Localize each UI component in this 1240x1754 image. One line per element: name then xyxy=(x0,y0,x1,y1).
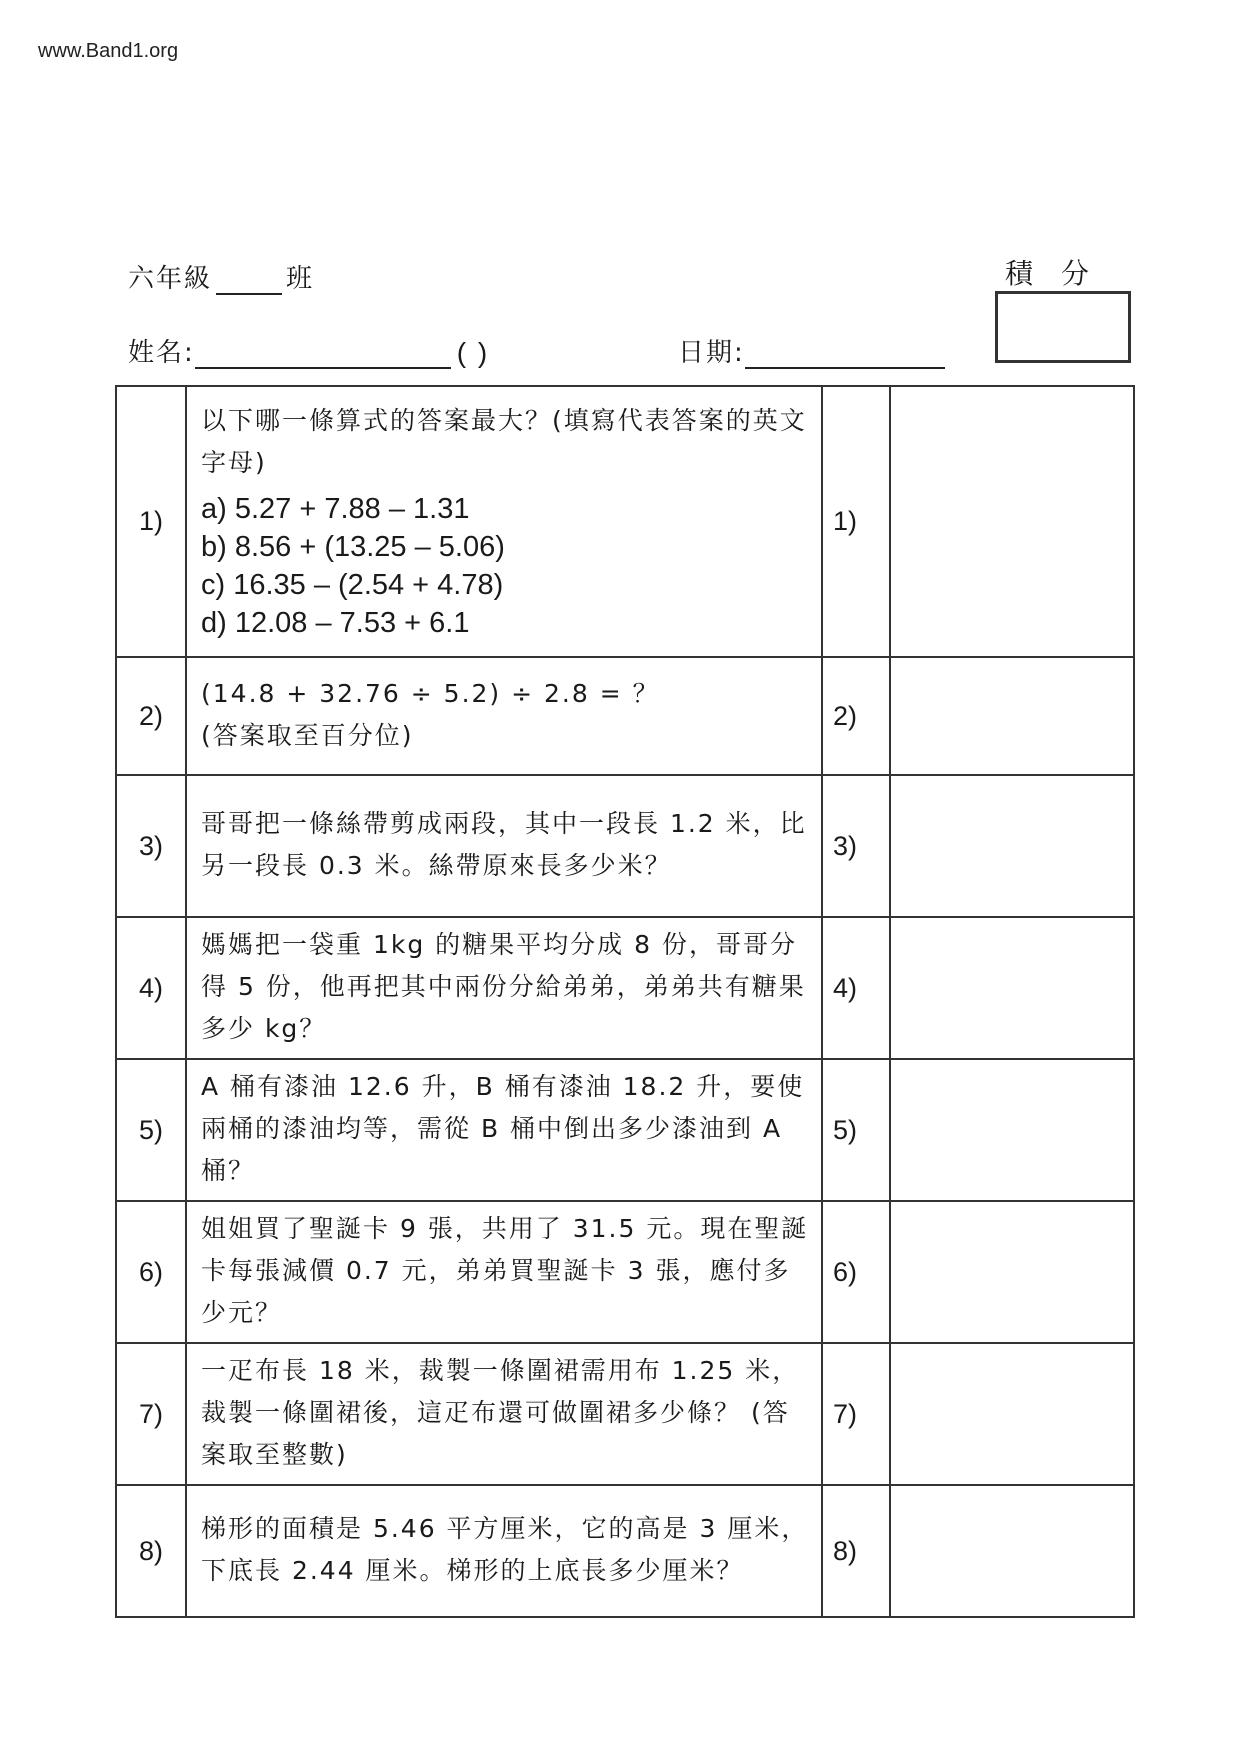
score-label: 積分 xyxy=(1005,257,1118,290)
question-text xyxy=(186,1485,822,1617)
answer-box[interactable] xyxy=(890,1201,1134,1343)
question-number: 8) xyxy=(116,1485,186,1617)
question-line: 媽媽把一袋重 1kg 的糖果平均分成 8 份，哥哥分得 5 份，他再把其中兩份分給弟弟，弟弟共有糖果多少 kg？ xyxy=(201,930,806,1043)
answer-number: 1) xyxy=(822,386,890,657)
question-number: 3) xyxy=(116,775,186,917)
answer-box[interactable] xyxy=(890,775,1134,917)
name-blank[interactable] xyxy=(195,341,451,369)
question-text xyxy=(186,657,822,775)
question-line: 哥哥把一條絲帶剪成兩段，其中一段長 1.2 米，比另一段長 0.3 米。絲帶原來長多少米？ xyxy=(201,809,807,880)
question-text xyxy=(186,775,822,917)
class-number-paren[interactable]: ( ) xyxy=(456,337,490,368)
question-number: 1) xyxy=(116,386,186,657)
question-line: 姐姐買了聖誕卡 9 張，共用了 31.5 元。現在聖誕卡每張減價 0.7 元，弟弟買聖誕卡 3 張，應付多少元？ xyxy=(201,1214,809,1327)
question-number: 2) xyxy=(116,657,186,775)
name-line xyxy=(128,332,489,369)
question-row xyxy=(116,1485,1134,1617)
question-text xyxy=(186,917,822,1059)
question-line: (14.8 + 32.76 ÷ 5.2) ÷ 2.8 = ？ xyxy=(201,679,660,708)
grade-label: 六年級 xyxy=(128,264,213,294)
answer-number: 3) xyxy=(822,775,890,917)
answer-number: 6) xyxy=(822,1201,890,1343)
question-row xyxy=(116,917,1134,1059)
question-line: 以下哪一條算式的答案最大？(填寫代表答案的英文字母) xyxy=(201,405,807,477)
answer-number: 4) xyxy=(822,917,890,1059)
answer-number: 8) xyxy=(822,1485,890,1617)
answer-box[interactable] xyxy=(890,1059,1134,1201)
question-number: 6) xyxy=(116,1201,186,1343)
question-row xyxy=(116,1343,1134,1485)
question-number: 7) xyxy=(116,1343,186,1485)
question-text xyxy=(186,1343,822,1485)
question-row xyxy=(116,775,1134,917)
question-number: 4) xyxy=(116,917,186,1059)
answer-box[interactable] xyxy=(890,917,1134,1059)
question-line: 梯形的面積是 5.46 平方厘米，它的高是 3 厘米，下底長 2.44 厘米。梯形的上底長多少厘米？ xyxy=(201,1514,809,1585)
answer-box[interactable] xyxy=(890,1485,1134,1617)
site-watermark: www.Band1.org xyxy=(38,40,179,62)
question-line: (答案取至百分位) xyxy=(201,721,414,750)
question-text xyxy=(186,1059,822,1201)
question-text xyxy=(186,1201,822,1343)
class-label: 班 xyxy=(286,264,315,294)
class-line xyxy=(128,258,314,295)
answer-box[interactable] xyxy=(890,1343,1134,1485)
question-row xyxy=(116,1059,1134,1201)
question-line: 一疋布長 18 米，裁製一條圍裙需用布 1.25 米，裁製一條圍裙後，這疋布還可做圍裙多少條？ (答案取至整數) xyxy=(201,1356,800,1469)
class-blank[interactable] xyxy=(216,267,282,295)
question-table xyxy=(115,385,1135,1618)
score-box[interactable] xyxy=(995,291,1131,363)
date-label: 日期: xyxy=(678,338,745,368)
answer-box[interactable] xyxy=(890,386,1134,657)
answer-option: b) 8.56 + (13.25 – 5.06) xyxy=(201,530,505,563)
answer-number: 2) xyxy=(822,657,890,775)
answer-option: c) 16.35 – (2.54 + 4.78) xyxy=(201,568,504,601)
date-line xyxy=(678,332,945,369)
question-text xyxy=(186,386,822,657)
answer-number: 7) xyxy=(822,1343,890,1485)
question-row xyxy=(116,1201,1134,1343)
name-label: 姓名: xyxy=(128,338,195,368)
date-blank[interactable] xyxy=(745,341,945,369)
answer-option: d) 12.08 – 7.53 + 6.1 xyxy=(201,606,470,639)
answer-option: a) 5.27 + 7.88 – 1.31 xyxy=(201,492,470,525)
question-row xyxy=(116,386,1134,657)
question-row xyxy=(116,657,1134,775)
answer-number: 5) xyxy=(822,1059,890,1201)
question-number: 5) xyxy=(116,1059,186,1201)
answer-box[interactable] xyxy=(890,657,1134,775)
question-line: A 桶有漆油 12.6 升，B 桶有漆油 18.2 升，要使兩桶的漆油均等，需從 B 桶中倒出多少漆油到 A 桶？ xyxy=(201,1072,805,1185)
